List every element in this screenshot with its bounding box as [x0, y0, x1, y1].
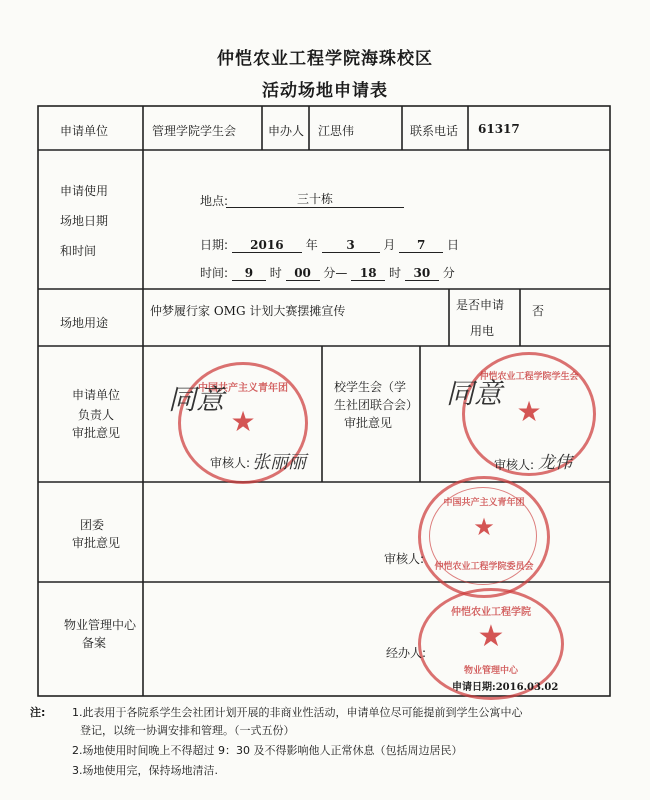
- school-reviewer-label: 审核人:: [494, 458, 535, 472]
- day-unit: 日: [447, 238, 460, 252]
- start-hour: 9: [232, 266, 266, 281]
- school-opinion-handwritten: 同意: [446, 377, 503, 410]
- month-unit: 月: [383, 238, 396, 252]
- date-time-label-2: 场地日期: [60, 214, 109, 228]
- power-label-1: 是否申请: [456, 298, 505, 312]
- date-year: 2016: [232, 238, 302, 253]
- notes-label: 注:: [30, 706, 46, 719]
- handler-label: 经办人:: [386, 646, 427, 660]
- applicant-label: 申请单位: [60, 124, 109, 138]
- school-opinion-label-1: 校学生会（学: [334, 380, 407, 394]
- note-1b: 登记，以统一协调安排和管理。（一式五份）: [80, 724, 295, 737]
- phone-value: 61317: [478, 122, 520, 136]
- purpose-label: 场地用途: [60, 316, 109, 330]
- star-icon: ★: [473, 513, 495, 541]
- organizer-value: 江思伟: [318, 124, 355, 138]
- star-icon: ★: [477, 619, 505, 654]
- star-icon: ★: [230, 405, 256, 438]
- apply-date: 申请日期:2016.03.02: [452, 682, 559, 693]
- date-month: 3: [322, 238, 380, 253]
- date-line: [200, 236, 459, 253]
- hour-unit-2: 时: [389, 266, 402, 280]
- student-union-stamp-text: 仲恺农业工程学院学生会: [479, 372, 579, 382]
- minute-unit-2: 分: [442, 266, 455, 280]
- league-stamp-text: 中国共产主义青年团: [198, 383, 288, 394]
- unit-reviewer-label: 审核人:: [210, 456, 251, 470]
- form-title: 仲恺农业工程学院海珠校区: [217, 49, 433, 69]
- school-opinion-label-3: 审批意见: [344, 416, 393, 430]
- league-committee-stamp-top: 中国共产主义青年团: [443, 498, 525, 508]
- organizer-label: 申办人: [268, 124, 305, 138]
- date-label: 日期:: [200, 238, 229, 252]
- unit-reviewer-signature: 张丽丽: [252, 452, 306, 473]
- purpose-value: 仲梦履行家 OMG 计划大赛摆摊宣传: [150, 304, 346, 318]
- unit-opinion-label-1: 申请单位: [72, 388, 121, 402]
- end-hour: 18: [351, 266, 385, 281]
- star-icon: ★: [516, 395, 542, 428]
- note-2: 2.场地使用时间晚上不得超过 9：30 及不得影响他人正常休息（包括周边居民）: [72, 744, 463, 757]
- league-opinion-label-2: 审批意见: [72, 536, 121, 550]
- start-minute: 00: [286, 266, 320, 281]
- time-label: 时间:: [200, 266, 229, 280]
- school-reviewer-signature: 龙伟: [538, 453, 572, 473]
- property-label-2: 备案: [82, 636, 107, 650]
- unit-opinion-label-3: 审批意见: [72, 426, 121, 440]
- time-line: [200, 264, 455, 281]
- property-center-stamp-top: 仲恺农业工程学院: [451, 607, 531, 618]
- unit-opinion-handwritten: 同意: [168, 383, 225, 416]
- property-label-1: 物业管理中心: [64, 618, 137, 632]
- league-committee-stamp: [418, 476, 550, 598]
- league-committee-stamp-bottom: 仲恺农业工程学院委员会: [434, 562, 534, 572]
- location-label: 地点:: [200, 194, 229, 208]
- phone-label: 联系电话: [410, 124, 459, 138]
- end-minute: 30: [405, 266, 439, 281]
- minute-unit-1: 分—: [323, 266, 348, 280]
- property-center-stamp-bottom: 物业管理中心: [463, 666, 518, 676]
- league-opinion-label-1: 团委: [80, 518, 105, 532]
- location-value: 三十栋: [226, 190, 404, 208]
- power-value: 否: [532, 304, 545, 318]
- note-3: 3.场地使用完，保持场地清洁.: [72, 764, 218, 777]
- year-unit: 年: [305, 238, 318, 252]
- hour-unit-1: 时: [269, 266, 282, 280]
- power-label-2: 用电: [470, 324, 495, 338]
- unit-opinion-label-2: 负责人: [78, 408, 115, 422]
- form-subtitle: 活动场地申请表: [262, 81, 388, 101]
- date-time-label-1: 申请使用: [60, 184, 109, 198]
- note-1: 1.此表用于各院系学生会社团计划开展的非商业性活动，申请单位尽可能提前到学生公寓中心: [72, 706, 523, 719]
- applicant-value: 管理学院学生会: [152, 124, 237, 138]
- date-day: 7: [399, 238, 443, 253]
- date-time-label-3: 和时间: [60, 244, 97, 258]
- school-opinion-label-2: 生社团联合会）: [334, 398, 419, 412]
- league-reviewer-label: 审核人:: [384, 552, 425, 566]
